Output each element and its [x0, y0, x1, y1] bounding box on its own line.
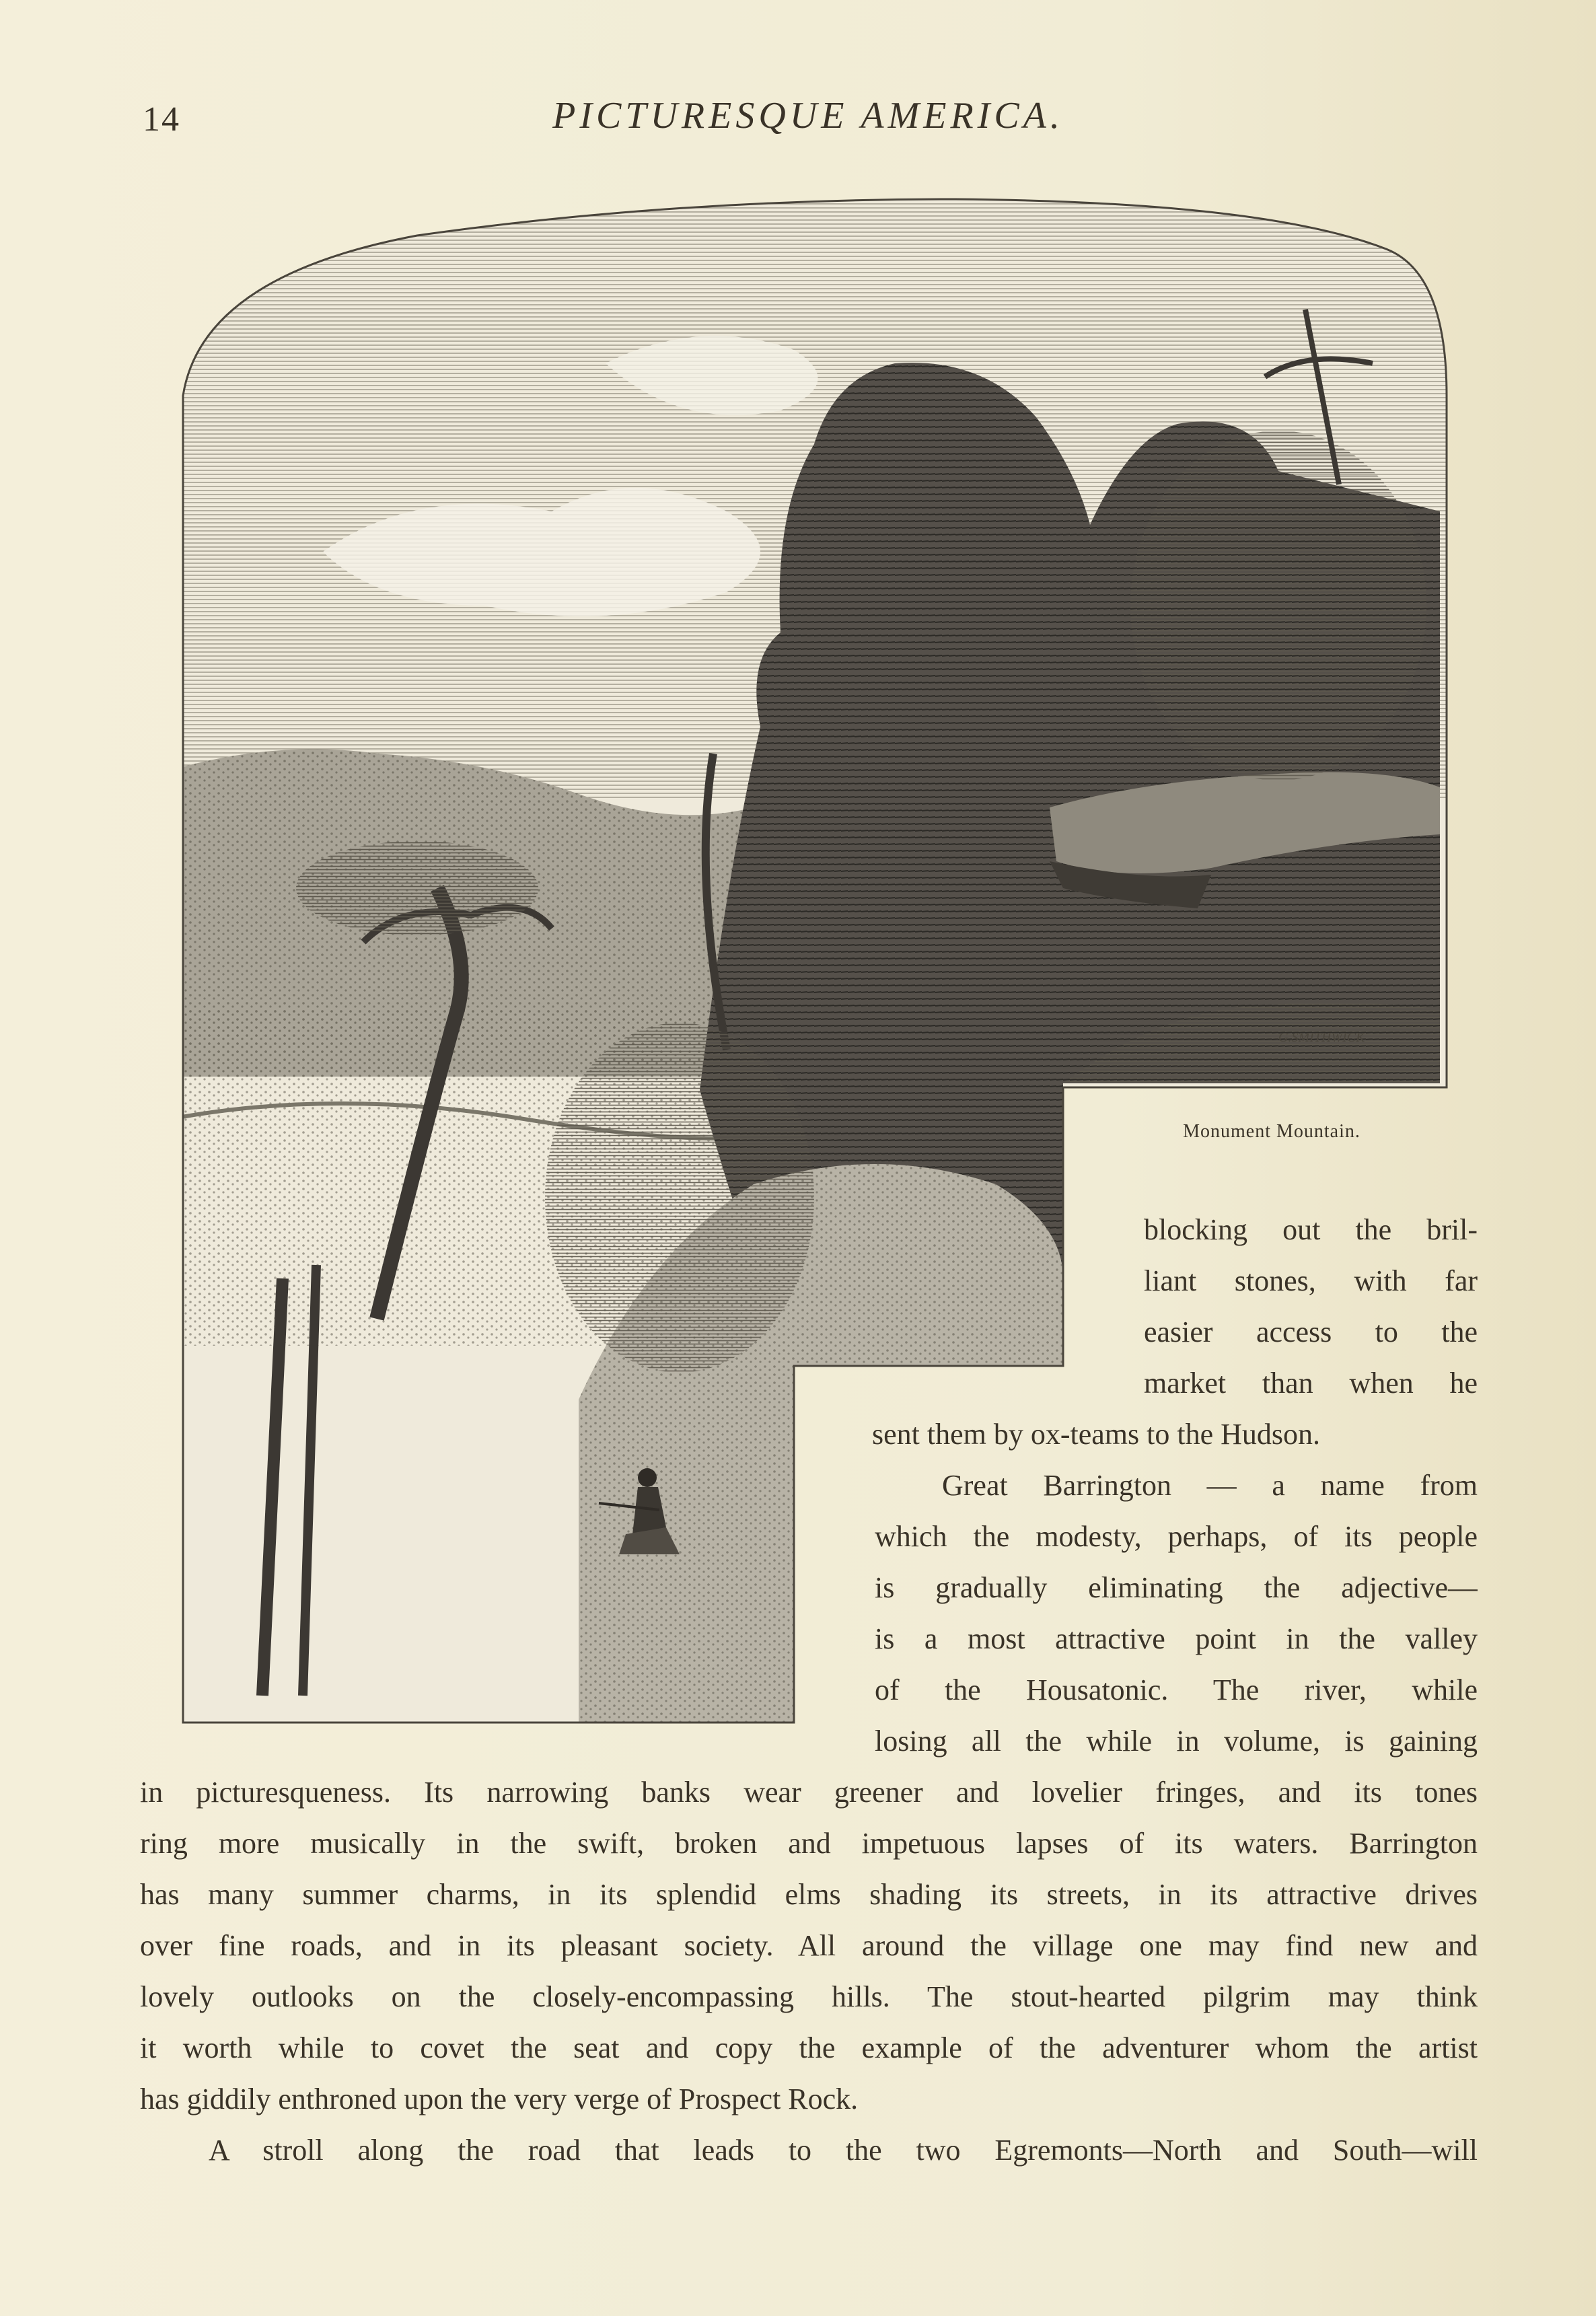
body-line: liant stones, with far: [1144, 1264, 1478, 1297]
illustration-caption: Monument Mountain.: [1183, 1121, 1361, 1142]
body-line: is a most attractive point in the valley: [875, 1622, 1478, 1655]
engraver-signature: G.SMITHWICK: [1278, 1030, 1365, 1045]
body-line: ring more musically in the swift, broken and impetuous lapses of its waters. Barrington: [140, 1827, 1478, 1860]
body-line: easier access to the: [1144, 1315, 1478, 1348]
body-line: has many summer charms, in its splendid elms shading its streets, in its attractive drives: [140, 1878, 1478, 1911]
body-line: in picturesqueness. Its narrowing banks wear greener and lovelier fringes, and its tones: [140, 1776, 1478, 1809]
body-line: has giddily enthroned upon the very verge of Prospect Rock.: [140, 2083, 859, 2115]
body-line: sent them by ox-teams to the Hudson.: [872, 1418, 1321, 1451]
body-line: lovely outlooks on the closely-encompassing hills. The stout-hearted pilgrim may think: [140, 1980, 1478, 2013]
body-line: is gradually eliminating the adjective—: [875, 1571, 1478, 1604]
body-line: losing all the while in volume, is gaining: [875, 1725, 1478, 1758]
body-line: over fine roads, and in its pleasant society. All around the village one may find new and: [140, 1929, 1478, 1962]
body-line: it worth while to covet the seat and copy the example of the adventurer whom the artist: [140, 2031, 1478, 2064]
body-line: A stroll along the road that leads to the two Egremonts—North and South—will: [209, 2134, 1478, 2167]
body-line: blocking out the bril-: [1144, 1213, 1478, 1246]
book-title: PICTURESQUE AMERICA.: [552, 95, 1064, 137]
body-line: market than when he: [1144, 1367, 1478, 1400]
body-line: Great Barrington — a name from: [942, 1469, 1478, 1502]
body-line: of the Housatonic. The river, while: [875, 1673, 1478, 1706]
body-line: which the modesty, perhaps, of its people: [875, 1520, 1478, 1553]
page-number: 14: [143, 100, 180, 139]
